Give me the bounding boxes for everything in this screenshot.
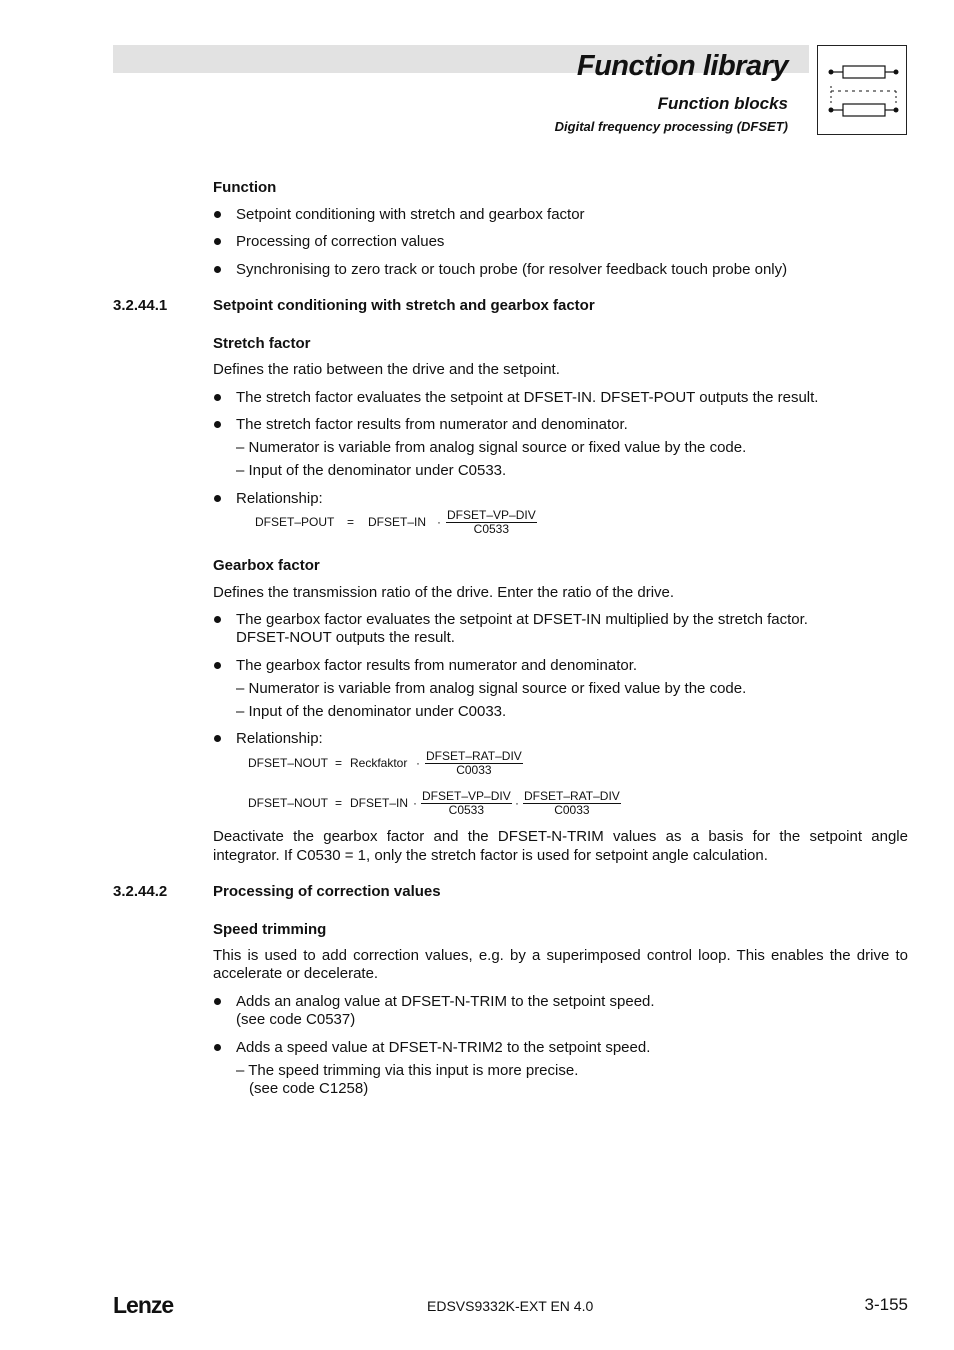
gearbox-formula-2-dot-1: · — [413, 796, 417, 810]
stretch-dash-2: – Input of the denominator under C0533. — [236, 462, 507, 479]
fraction-numerator: DFSET–RAT–DIV — [524, 789, 620, 803]
gearbox-formula-2-lhs: DFSET–NOUT — [248, 796, 329, 810]
function-block-diagram-icon — [817, 45, 907, 135]
bullet-dot-icon — [214, 266, 221, 273]
gearbox-formula-1-eq: = — [335, 756, 343, 770]
stretch-bullet-3: Relationship: — [236, 490, 323, 507]
bullet-dot-icon — [214, 495, 221, 502]
bullet-dot-icon — [214, 616, 221, 623]
speed-heading: Speed trimming — [213, 921, 327, 938]
bullet-dot-icon — [214, 735, 221, 742]
page-subsubtitle: Digital frequency processing (DFSET) — [554, 119, 788, 134]
fraction-denominator: C0533 — [473, 522, 510, 536]
stretch-formula-dot: · — [437, 515, 441, 529]
gearbox-bullet-3: Relationship: — [236, 730, 323, 747]
bullet-dot-icon — [214, 662, 221, 669]
speed-bullet-1-line-2: (see code C0537) — [236, 1011, 356, 1028]
section-2-title: Processing of correction values — [213, 883, 441, 900]
gearbox-formula-1-term: Reckfaktor — [350, 756, 408, 770]
speed-dash-1-line-2: (see code C1258) — [249, 1080, 369, 1097]
section-1-number: 3.2.44.1 — [113, 297, 168, 314]
gearbox-formula-1-lhs: DFSET–NOUT — [248, 756, 329, 770]
speed-bullet-1-line-1: Adds an analog value at DFSET-N-TRIM to the setpoint speed. — [236, 993, 655, 1010]
fraction-denominator: C0033 — [456, 763, 492, 777]
page-number: 3-155 — [864, 1295, 908, 1314]
gearbox-intro: Defines the transmission ratio of the drive. Enter the ratio of the drive. — [213, 584, 675, 601]
gearbox-formula-2-fraction-2 — [523, 790, 621, 817]
gearbox-bullet-1-line-1: The gearbox factor evaluates the setpoint at DFSET-IN multiplied by the stretch factor. — [236, 611, 808, 628]
gearbox-dash-1: – Numerator is variable from analog signal source or fixed value by the code. — [236, 680, 747, 697]
stretch-formula-term: DFSET–IN — [368, 515, 427, 529]
section-2-number: 3.2.44.2 — [113, 883, 168, 900]
gearbox-heading: Gearbox factor — [213, 557, 320, 574]
gearbox-dash-2: – Input of the denominator under C0033. — [236, 703, 507, 720]
bullet-dot-icon — [214, 394, 221, 401]
fraction-numerator: DFSET–VP–DIV — [447, 508, 536, 522]
section-1-title: Setpoint conditioning with stretch and gearbox factor — [213, 297, 595, 314]
stretch-intro: Defines the ratio between the drive and the setpoint. — [213, 361, 560, 378]
speed-intro-line-1: This is used to add correction values, e.g. by a superimposed control loop. This enables the drive to — [213, 947, 908, 964]
gearbox-note-line-1: Deactivate the gearbox factor and the DFSET-N-TRIM values as a basis for the setpoint angle — [213, 828, 908, 845]
stretch-dash-1: – Numerator is variable from analog signal source or fixed value by the code. — [236, 439, 747, 456]
page-title: Function library — [576, 50, 788, 82]
speed-dash-1-line-1: – The speed trimming via this input is more precise. — [236, 1062, 579, 1079]
function-bullet-3: Synchronising to zero track or touch probe (for resolver feedback touch probe only) — [236, 261, 788, 278]
stretch-formula-lhs: DFSET–POUT — [255, 515, 335, 529]
gearbox-bullet-2: The gearbox factor results from numerator and denominator. — [236, 657, 638, 674]
function-bullet-1: Setpoint conditioning with stretch and gearbox factor — [236, 206, 585, 223]
fraction-numerator: DFSET–RAT–DIV — [426, 749, 522, 763]
gearbox-formula-2-fraction-1 — [421, 790, 512, 817]
bullet-dot-icon — [214, 211, 221, 218]
stretch-heading: Stretch factor — [213, 335, 311, 352]
gearbox-formula-2-eq: = — [335, 796, 343, 810]
function-heading: Function — [213, 179, 277, 196]
bullet-dot-icon — [214, 1044, 221, 1051]
speed-bullet-2: Adds a speed value at DFSET-N-TRIM2 to the setpoint speed. — [236, 1039, 651, 1056]
function-bullet-2: Processing of correction values — [236, 233, 445, 250]
stretch-formula-eq: = — [347, 515, 355, 529]
bullet-dot-icon — [214, 238, 221, 245]
fraction-denominator: C0033 — [554, 803, 590, 817]
fraction-numerator: DFSET–VP–DIV — [422, 789, 511, 803]
stretch-bullet-2: The stretch factor results from numerator and denominator. — [236, 416, 628, 433]
fraction-denominator: C0533 — [448, 803, 485, 817]
gearbox-formula-2-term: DFSET–IN — [350, 796, 409, 810]
stretch-bullet-1: The stretch factor evaluates the setpoint at DFSET-IN. DFSET-POUT outputs the result. — [236, 389, 819, 406]
gearbox-bullet-1-line-2: DFSET-NOUT outputs the result. — [236, 629, 455, 646]
gearbox-formula-1-fraction — [425, 750, 523, 777]
speed-intro-line-2: accelerate or decelerate. — [213, 965, 379, 982]
stretch-formula-fraction — [446, 509, 537, 536]
document-code: EDSVS9332K-EXT EN 4.0 — [427, 1298, 594, 1314]
bullet-dot-icon — [214, 421, 221, 428]
page-subtitle: Function blocks — [657, 94, 788, 113]
gearbox-formula-1-dot: · — [416, 756, 420, 770]
bullet-dot-icon — [214, 998, 221, 1005]
lenze-logo: Lenze — [113, 1292, 174, 1318]
gearbox-note-line-2: integrator. If C0530 = 1, only the stretch factor is used for setpoint angle calculation. — [213, 847, 768, 864]
gearbox-formula-2-dot-2: · — [515, 796, 519, 810]
